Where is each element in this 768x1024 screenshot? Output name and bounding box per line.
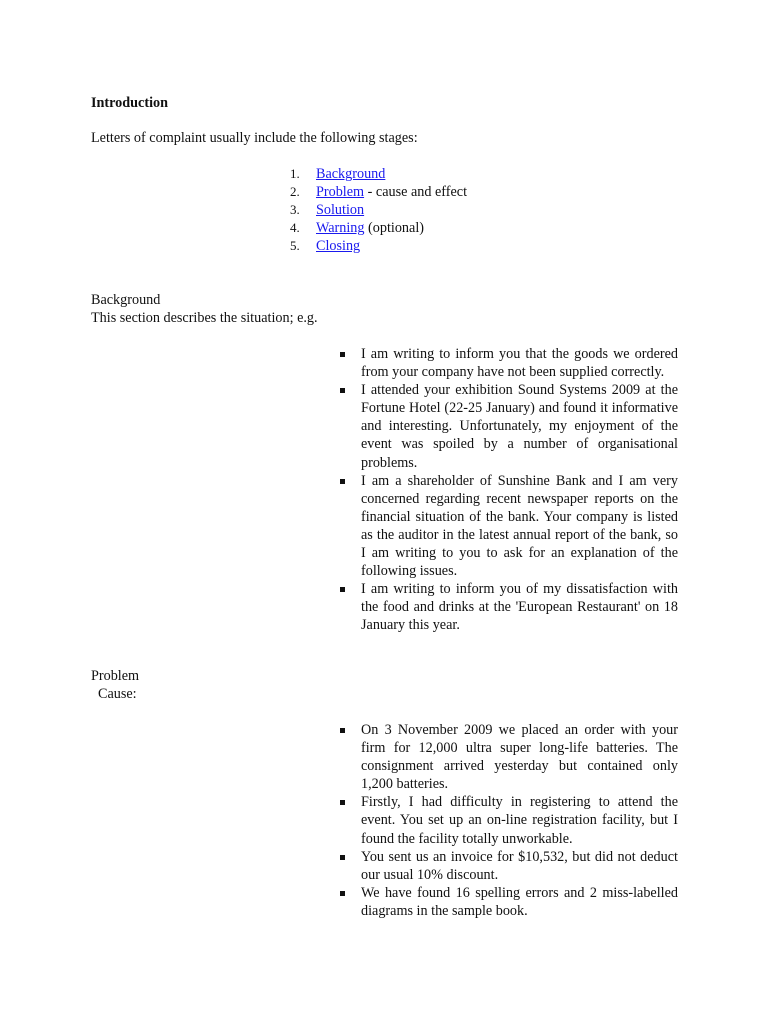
stage-number: 5. (290, 238, 300, 253)
stage-link-closing[interactable]: Closing (316, 238, 361, 254)
bullet-square-icon (340, 728, 345, 733)
example-text: I am writing to inform you that the goods we ordered from your company have not been supplied correctly. (361, 346, 678, 381)
example-text: You sent us an invoice for $10,532, but did not deduct our usual 10% discount. (361, 848, 678, 883)
stage-item (290, 237, 467, 255)
list-item (338, 848, 678, 884)
section-heading-introduction: Introduction (91, 95, 168, 111)
stage-suffix: (optional) (364, 220, 424, 236)
problem-subtitle: Cause: (98, 686, 137, 702)
stage-link-problem[interactable]: Problem (316, 184, 365, 200)
stage-number: 1. (290, 166, 300, 181)
example-text: On 3 November 2009 we placed an order with your firm for 12,000 ultra super long-life batteries. The consignment arrived yesterday but contained only 1,200 batteries. (361, 722, 678, 793)
bullet-square-icon (340, 891, 345, 896)
stage-item (290, 165, 467, 183)
problem-examples-list (338, 721, 678, 920)
bullet-square-icon (340, 479, 345, 484)
example-text: Firstly, I had difficulty in registering to attend the event. You set up an on-line registration facility, but I found the facility totally unworkable. (361, 794, 678, 847)
bullet-square-icon (340, 352, 345, 357)
example-text: I attended your exhibition Sound Systems 2009 at the Fortune Hotel (22-25 January) and found it informative and interesting. Unfortunately, my enjoyment of the event was spoiled by a number of organisational problems. (361, 382, 678, 471)
list-item (338, 381, 678, 471)
bullet-square-icon (340, 587, 345, 592)
bullet-square-icon (340, 800, 345, 805)
stage-suffix: - cause and effect (364, 184, 468, 200)
stage-number: 3. (290, 202, 300, 217)
example-text: We have found 16 spelling errors and 2 miss-labelled diagrams in the sample book. (361, 884, 678, 919)
stage-item (290, 201, 467, 219)
list-item (338, 580, 678, 634)
stage-link-solution[interactable]: Solution (316, 202, 365, 218)
list-item (338, 793, 678, 847)
stage-item (290, 183, 467, 201)
stage-number: 2. (290, 184, 300, 199)
stage-link-background[interactable]: Background (316, 166, 386, 182)
background-examples-list (338, 345, 678, 635)
problem-title: Problem (91, 668, 140, 684)
list-item (338, 345, 678, 381)
example-text: I am a shareholder of Sunshine Bank and I am very concerned regarding recent newspaper reports on the financial situation of the bank. Your company is listed as the auditor in the latest annual report of the bank, so I am writing to you to ask for an explanation of the following issues. (361, 472, 678, 580)
background-title: Background (91, 292, 161, 308)
stage-item (290, 219, 467, 237)
background-description: This section describes the situation; e.g. (91, 310, 318, 326)
intro-text: Letters of complaint usually include the following stages: (91, 130, 418, 146)
stage-link-warning[interactable]: Warning (316, 220, 365, 236)
list-item (338, 884, 678, 920)
stages-list (290, 165, 467, 255)
list-item (338, 721, 678, 793)
bullet-square-icon (340, 855, 345, 860)
bullet-square-icon (340, 388, 345, 393)
list-item (338, 472, 678, 581)
example-text: I am writing to inform you of my dissatisfaction with the food and drinks at the 'European Restaurant' on 18 January this year. (361, 581, 678, 634)
stage-number: 4. (290, 220, 300, 235)
